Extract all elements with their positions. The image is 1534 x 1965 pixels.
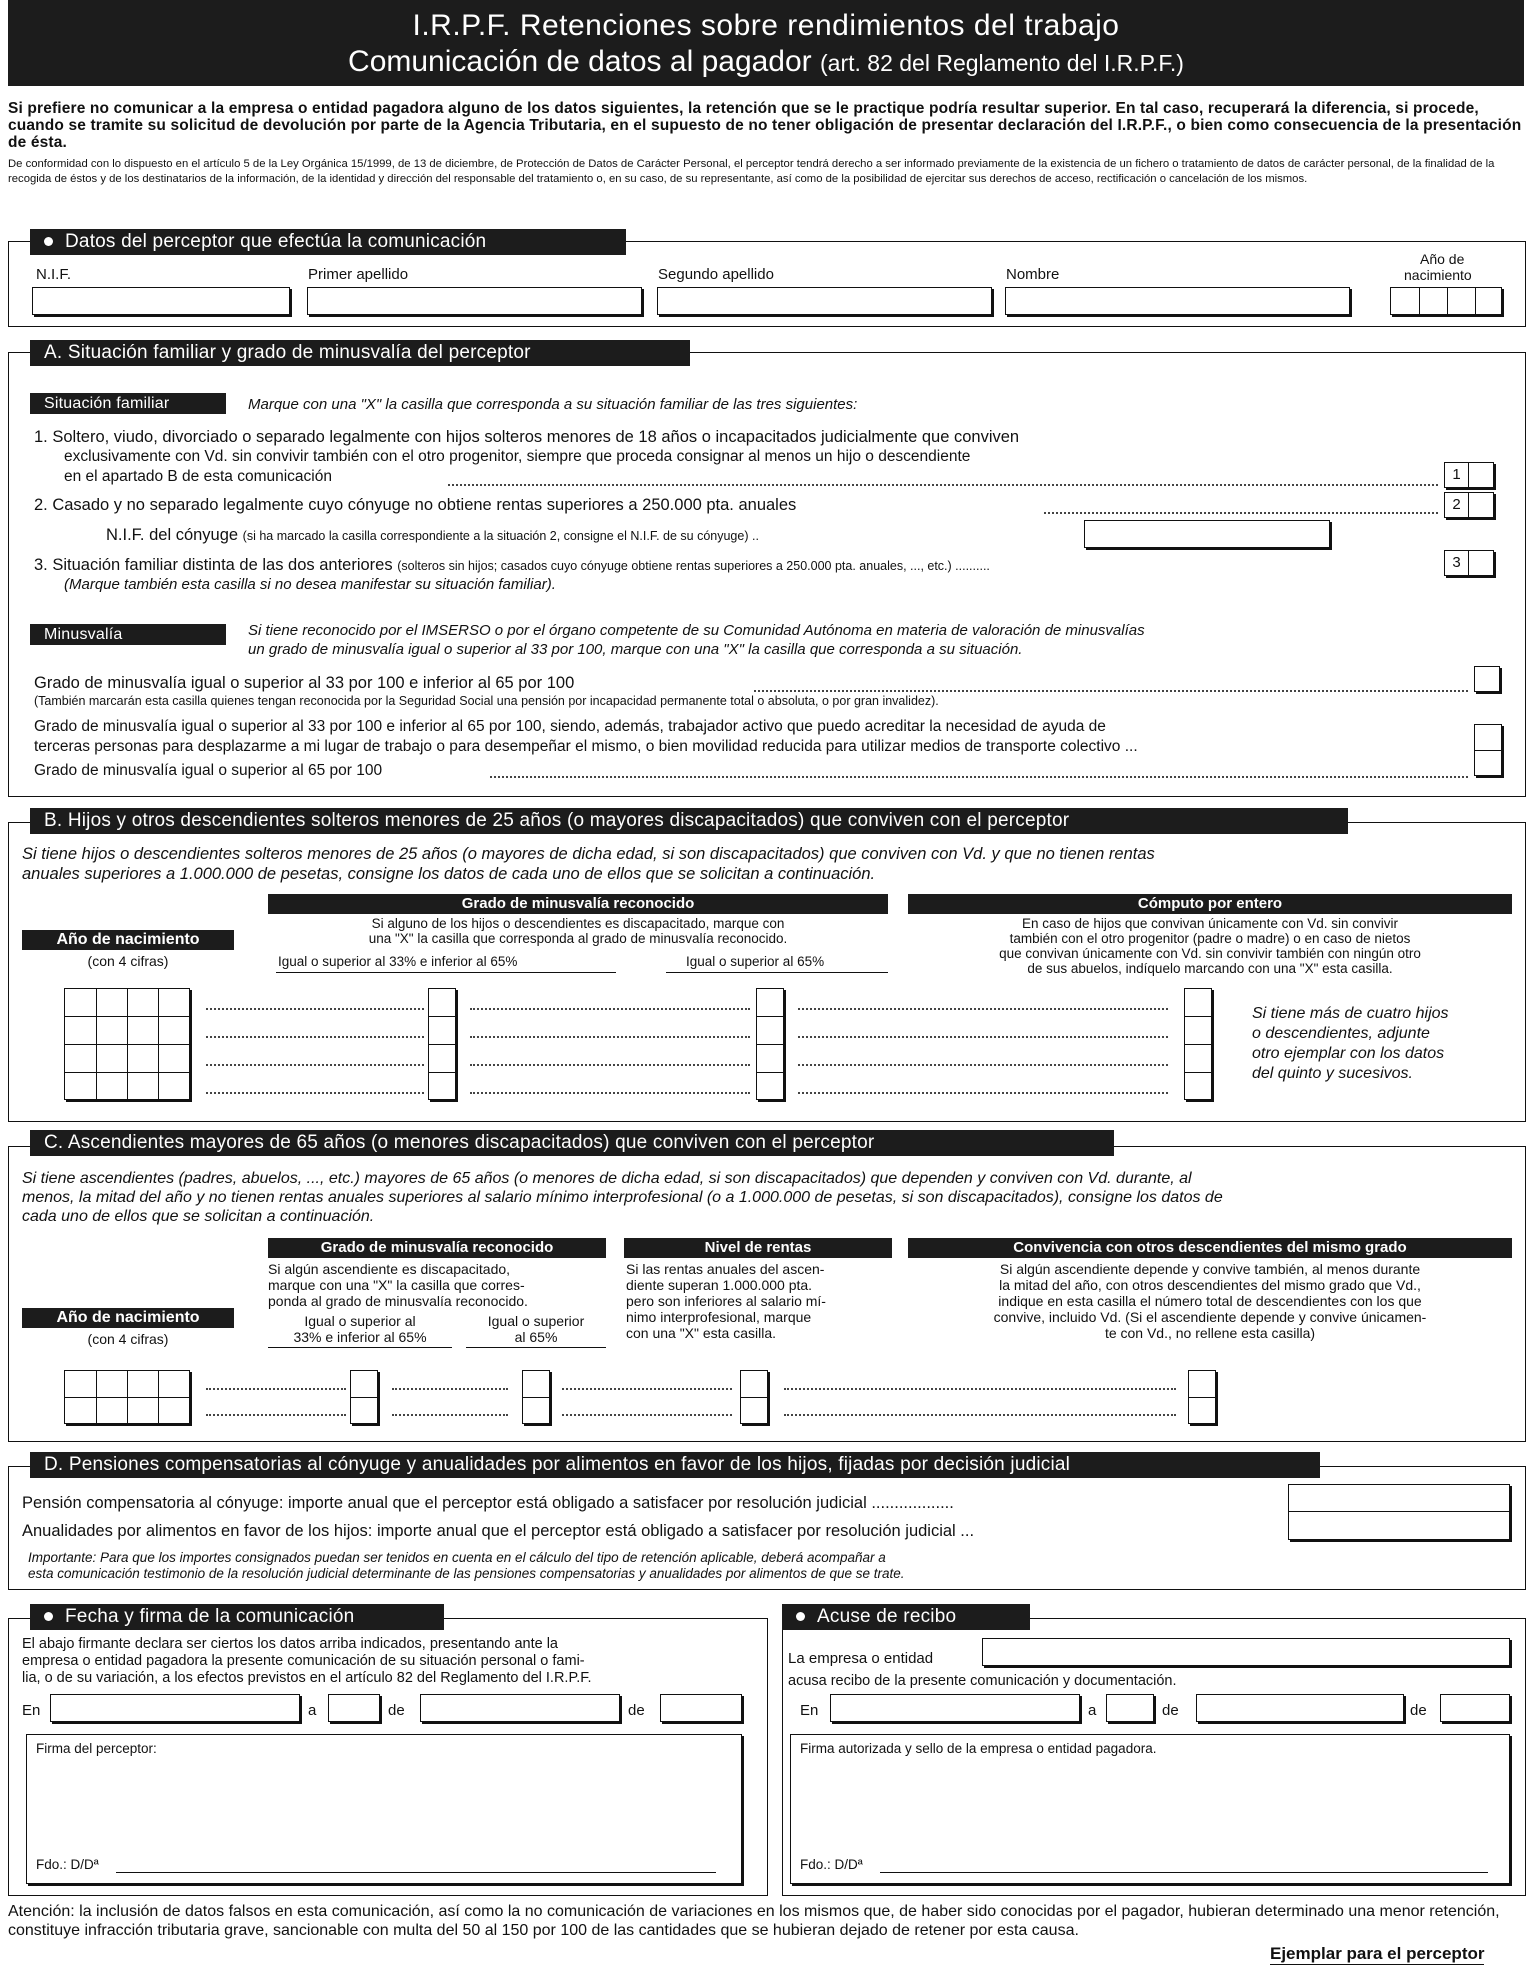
acuse-fdo-line [880, 1872, 1488, 1873]
grado2-line1: Grado de minusvalía igual o superior al 33 por 100 e inferior al 65 por 100, siendo, además, trabajador activo que puedo acreditar la necesidad de ayuda de [34, 718, 1106, 735]
secC-dots-b2 [392, 1414, 508, 1416]
secB-more-2: o descendientes, adjunte [1252, 1025, 1430, 1042]
nif-conyuge-field[interactable] [1084, 520, 1330, 548]
acuse-de-label-1: de [1162, 1702, 1179, 1719]
secC-nivel-4: nimo interprofesional, marque [626, 1309, 812, 1325]
acuse-empresa-field[interactable] [982, 1638, 1510, 1666]
secC-instr-2: menos, la mitad del año y no tienen rentas anuales superiores al salario mínimo interprofesional (o a 1.000.000 de pesetas, si son discapacitados), consigne los datos de [22, 1189, 1223, 1206]
form-header [8, 0, 1524, 86]
secC-col1-underline [268, 1347, 452, 1348]
acuse-text: acusa recibo de la presente comunicación y documentación. [788, 1673, 1177, 1689]
secB-dots-b4 [470, 1092, 750, 1094]
secB-col2-underline [666, 972, 888, 973]
secC-grado-1: Si algún ascendiente es discapacitado, [268, 1261, 511, 1277]
secB-computo-boxes[interactable] [1184, 988, 1212, 1100]
acuse-mes-field[interactable] [1196, 1694, 1404, 1722]
firma-decl-1: El abajo firmante declara ser ciertos los datos arriba indicados, presentando ante la [22, 1636, 558, 1652]
minusvalia-instr-1: Si tiene reconocido por el IMSERSO o por el órgano competente de su Comunidad Autónoma en materia de valoración de minusvalías [248, 622, 1145, 639]
secC-dots-a1 [206, 1388, 346, 1390]
acuse-dia-field[interactable] [1106, 1694, 1154, 1722]
secC-col1-2: 33% e inferior al 65% [293, 1329, 427, 1345]
grado1-checkbox[interactable] [1474, 666, 1500, 692]
secB-anio-label: Año de nacimiento [22, 930, 234, 950]
secC-nivel-5: con una "X" esta casilla. [626, 1325, 777, 1341]
secC-conv-5: te con Vd., no rellene esta casilla) [1104, 1325, 1316, 1341]
nombre-field[interactable] [1005, 287, 1350, 315]
firma-lugar-field[interactable] [50, 1694, 300, 1722]
minusvalia-instr-2: un grado de minusvalía igual o superior al 33 por 100, marque con una "X" la casilla que corresponda a su situación. [248, 641, 1023, 658]
grado1-dots [754, 690, 1468, 692]
opt3-line2: (Marque también esta casilla si no desea manifestar su situación familiar). [64, 576, 556, 593]
secB-computo-4: de sus abuelos, indíquelo marcando con una "X" esta casilla. [1027, 961, 1393, 976]
importante-2: esta comunicación testimonio de la resolución judicial determinante de las pensiones compensatorias y anualidades por alimentos de que se trate. [28, 1566, 905, 1581]
firma-decl-3: lia, o de su variación, a los efectos previstos en el artículo 82 del Reglamento del I.R.P.F. [22, 1670, 592, 1686]
grado1-note: (También marcarán esta casilla quienes tengan reconocida por la Seguridad Social una pensión por incapacidad permanente total o absoluta, o por gran invalidez). [34, 694, 939, 708]
grado2-3-checkboxes[interactable] [1474, 724, 1502, 776]
anio-label-1: Año de [1420, 251, 1465, 267]
firma-dia-field[interactable] [328, 1694, 380, 1722]
grado2-line2: terceras personas para desplazarme a mi lugar de trabajo o para desempeñar el mismo, o bien movilidad reducida para utilizar medios de transporte colectivo ... [34, 738, 1138, 755]
bullet-icon [796, 1612, 805, 1621]
secC-grado-2: marque con una "X" la casilla que corres- [268, 1277, 525, 1293]
acuse-title: Acuse de recibo [782, 1604, 1030, 1630]
secC-dots-a2 [206, 1414, 346, 1416]
situacion-box-2[interactable]: 2 [1444, 492, 1494, 518]
secB-computo-1: En caso de hijos que convivan únicamente con Vd. sin convivir [1022, 916, 1398, 931]
secB-grado-title: Grado de minusvalía reconocido [268, 894, 888, 914]
form-title: I.R.P.F. Retenciones sobre rendimientos del trabajo [412, 9, 1120, 42]
acuse-lugar-field[interactable] [830, 1694, 1080, 1722]
secB-more-1: Si tiene más de cuatro hijos [1252, 1005, 1449, 1022]
secC-conv-3: indique en esta casilla el número total de descendientes con los que [998, 1293, 1422, 1309]
secB-grado2-boxes[interactable] [756, 988, 784, 1100]
firma-mes-field[interactable] [420, 1694, 620, 1722]
secC-dots-c2 [562, 1414, 732, 1416]
secC-dots-d1 [784, 1388, 1176, 1390]
secC-nivel-3: pero son inferiores al salario mí- [626, 1293, 826, 1309]
anio-nacimiento-field[interactable] [1390, 287, 1502, 315]
apellido2-label: Segundo apellido [658, 266, 774, 283]
secB-instr-2: anuales superiores a 1.000.000 de pesetas, consigne los datos de cada uno de ellos que se solicitan a continuación. [22, 865, 876, 883]
firma-a-label: a [308, 1702, 317, 1719]
secB-dots-a4 [206, 1092, 424, 1094]
firma-perceptor-box[interactable] [26, 1734, 742, 1884]
anualidades-label: Anualidades por alimentos en favor de los hijos: importe anual que el perceptor está obligado a satisfacer por resolución judicial ... [22, 1522, 975, 1540]
firma-fdo-label: Fdo.: D/Dª [36, 1857, 99, 1872]
secB-dots-b2 [470, 1036, 750, 1038]
firma-perceptor-label: Firma del perceptor: [36, 1741, 157, 1756]
acuse-anio-field[interactable] [1440, 1694, 1510, 1722]
situacion-label: Situación familiar [30, 393, 226, 414]
firma-anio-field[interactable] [660, 1694, 742, 1722]
perceptor-title: Datos del perceptor que efectúa la comunicación [30, 229, 626, 255]
secC-col2-underline [466, 1347, 606, 1348]
secC-anio-label: Año de nacimiento [22, 1308, 234, 1328]
opt1-line2: exclusivamente con Vd. sin convivir también con el otro progenitor, siempre que proceda consignar al menos un hijo o descendiente [64, 448, 971, 465]
secC-nivel-2: diente superan 1.000.000 pta. [626, 1277, 813, 1293]
secC-grado-title: Grado de minusvalía reconocido [268, 1238, 606, 1258]
opt2-line: 2. Casado y no separado legalmente cuyo cónyuge no obtiene rentas superiores a 250.000 pta. anuales [34, 496, 797, 514]
secC-col1-1: Igual o superior al [304, 1313, 416, 1329]
apellido1-field[interactable] [307, 287, 642, 315]
anio-label-2: nacimiento [1404, 267, 1472, 283]
secB-col2: Igual o superior al 65% [686, 954, 825, 969]
grado1-label: Grado de minusvalía igual o superior al 33 por 100 e inferior al 65 por 100 [34, 674, 575, 692]
section-c-title: C. Ascendientes mayores de 65 años (o menores discapacitados) que conviven con el perceptor [30, 1130, 1114, 1156]
acuse-a-label: a [1088, 1702, 1097, 1719]
secB-more-4: del quinto y sucesivos. [1252, 1065, 1413, 1082]
secB-col1: Igual o superior al 33% e inferior al 65% [278, 954, 518, 969]
secB-dots-c1 [798, 1008, 1168, 1010]
opt3-line: 3. Situación familiar distinta de las dos anteriores (solteros sin hijos; casados cuyo cónyuge obtiene rentas superiores a 250.000 pta. anuales, ..., etc.) .......... [34, 556, 990, 574]
secC-anio-grid[interactable] [64, 1370, 190, 1424]
secB-computo-3: que convivan únicamente con Vd. sin convivir también con ningún otro [999, 946, 1421, 961]
secB-computo-title: Cómputo por entero [908, 894, 1512, 914]
firma-de-label-1: de [388, 1702, 405, 1719]
secB-dots-a3 [206, 1064, 424, 1066]
secB-col1-underline [276, 972, 616, 973]
section-d-title: D. Pensiones compensatorias al cónyuge y anualidades por alimentos en favor de los hijos, fijadas por decisión judicial [30, 1452, 1320, 1478]
opt1-dots [448, 484, 1438, 486]
secC-dots-d2 [784, 1414, 1176, 1416]
secB-dots-a2 [206, 1036, 424, 1038]
acuse-firma-label: Firma autorizada y sello de la empresa o entidad pagadora. [800, 1741, 1157, 1756]
bullet-icon [44, 237, 53, 246]
acuse-firma-box[interactable] [790, 1734, 1510, 1884]
intro-text: Si prefiere no comunicar a la empresa o entidad pagadora alguno de los datos siguientes, la retención que se le practique podría resultar superior. En tal caso, recuperará la diferencia, si procede, cuando se tramite su solicitud de devolución por parte de la Agencia Tributaria, en el supuesto de no tener obligación de presentar declaración del I.R.P.F., o bien como consecuencia de la presentación de ésta. [8, 100, 1522, 151]
secC-grado1-boxes[interactable] [350, 1370, 378, 1424]
secB-dots-c3 [798, 1064, 1168, 1066]
secC-conv-title: Convivencia con otros descendientes del mismo grado [908, 1238, 1512, 1258]
secB-dots-c2 [798, 1036, 1168, 1038]
secC-grado-3: ponda al grado de minusvalía reconocido. [268, 1293, 528, 1309]
secC-grado2-boxes[interactable] [522, 1370, 550, 1424]
secC-dots-c1 [562, 1388, 732, 1390]
importes-fields[interactable] [1288, 1484, 1510, 1540]
situacion-box-1[interactable]: 1 [1444, 462, 1494, 488]
situacion-box-3[interactable]: 3 [1444, 550, 1494, 576]
legal-notice: De conformidad con lo dispuesto en el artículo 5 de la Ley Orgánica 15/1999, de 13 de diciembre, de Protección de Datos de Carácter Personal, el perceptor tendrá derecho a ser informado previamente de la existencia de un fichero o tratamiento de datos de carácter personal, de la finalidad de la recogida de éstos y de los destinatarios de la información, de la identidad y dirección del responsable del tratamiento o, en su caso, de su representante, así como de la posibilidad de ejercitar sus derechos de acceso, rectificación o cancelación de los mismos. [8, 158, 1495, 185]
secC-cifras-label: (con 4 cifras) [87, 1331, 169, 1347]
opt1-line3: en el apartado B de esta comunicación [64, 468, 332, 485]
form-subtitle: Comunicación de datos al pagador (art. 82 del Reglamento del I.R.P.F.) [348, 45, 1184, 78]
apellido1-label: Primer apellido [308, 266, 409, 283]
pension-label: Pensión compensatoria al cónyuge: importe anual que el perceptor está obligado a satisfacer por resolución judicial .................. [22, 1494, 954, 1512]
nif-conyuge-label: N.I.F. del cónyuge (si ha marcado la casilla correspondiente a la situación 2, consigne el N.I.F. de su cónyuge) .. [106, 526, 759, 544]
secB-dots-b3 [470, 1064, 750, 1066]
secB-dots-c4 [798, 1092, 1168, 1094]
minusvalia-label: Minusvalía [30, 624, 226, 645]
situacion-instr: Marque con una "X" la casilla que corresponda a su situación familiar de las tres siguientes: [248, 396, 858, 413]
grado3-dots [490, 776, 1468, 778]
apellido2-field[interactable] [657, 287, 992, 315]
acuse-de-label-2: de [1410, 1702, 1427, 1719]
nif-field[interactable] [32, 287, 290, 315]
nombre-label: Nombre [1006, 266, 1060, 283]
firma-en-label: En [22, 1702, 41, 1719]
firma-decl-2: empresa o entidad pagadora la presente comunicación de su situación personal o fami- [22, 1653, 585, 1669]
atencion-text: Atención: la inclusión de datos falsos en esta comunicación, así como la no comunicación de variaciones en los mismos que, de haber sido conocidas por el pagador, hubieran determinado una menor retención, constituye infracción tributaria grave, sancionable con multa del 50 al 150 por 100 de las cantidades que se hubieran dejado de retener por esta causa. [8, 1903, 1500, 1939]
importante-1: Importante: Para que los importes consignados puedan ser tenidos en cuenta en el cálculo del tipo de retención aplicable, deberá acompañar a [28, 1550, 886, 1565]
grado3-label: Grado de minusvalía igual o superior al 65 por 100 [34, 762, 383, 779]
secB-cifras-label: (con 4 cifras) [87, 953, 169, 969]
secC-col2-1: Igual o superior [487, 1313, 585, 1329]
secB-instr-1: Si tiene hijos o descendientes solteros menores de 25 años (o mayores de dicha edad, si son discapacitados) que conviven con Vd. y que no tienen rentas [22, 845, 1155, 863]
secC-conv-boxes[interactable] [1188, 1370, 1216, 1424]
acuse-en-label: En [800, 1702, 819, 1719]
section-b-title: B. Hijos y otros descendientes solteros menores de 25 años (o mayores discapacitados) que conviven con el perceptor [30, 808, 1348, 834]
secB-anio-grid[interactable] [64, 988, 190, 1100]
bullet-icon [44, 1612, 53, 1621]
secC-nivel-boxes[interactable] [740, 1370, 768, 1424]
secC-conv-2: la mitad del año, con otros descendientes del mismo grado que Vd., [999, 1277, 1421, 1293]
firma-fdo-line [116, 1872, 716, 1873]
ejemplar-label: Ejemplar para el perceptor [1270, 1944, 1485, 1963]
secC-instr-3: cada uno de ellos que se solicitan a continuación. [22, 1208, 375, 1225]
nif-label: N.I.F. [36, 266, 72, 283]
acuse-fdo-label: Fdo.: D/Dª [800, 1857, 863, 1872]
secC-dots-b1 [392, 1388, 508, 1390]
secC-instr-1: Si tiene ascendientes (padres, abuelos, ..., etc.) mayores de 65 años (o menores de dicha edad, si son discapacitados) que dependen y conviven con Vd. durante, al [22, 1170, 1192, 1187]
acuse-empresa-label: La empresa o entidad [788, 1650, 934, 1667]
opt1-line1: 1. Soltero, viudo, divorciado o separado legalmente con hijos solteros menores de 18 años o incapacitados judicialmente que conviven [34, 428, 1020, 446]
secB-more-3: otro ejemplar con los datos [1252, 1045, 1445, 1062]
firma-de-label-2: de [628, 1702, 645, 1719]
secC-conv-1: Si algún ascendiente depende y convive también, al menos durante [999, 1261, 1421, 1277]
secB-dots-a1 [206, 1008, 424, 1010]
secC-nivel-1: Si las rentas anuales del ascen- [626, 1261, 825, 1277]
section-a-title: A. Situación familiar y grado de minusvalía del perceptor [30, 340, 690, 366]
secC-col2-2: al 65% [514, 1329, 558, 1345]
secB-grado-text-2: una "X" la casilla que corresponda al grado de minusvalía reconocido. [368, 931, 788, 946]
opt2-dots [1044, 512, 1438, 514]
secC-conv-4: convive, incluido Vd. (Si el ascendiente depende y convive únicamen- [993, 1309, 1427, 1325]
secC-nivel-title: Nivel de rentas [624, 1238, 892, 1258]
secB-computo-2: también con el otro progenitor (padre o madre) o en caso de nietos [1009, 931, 1411, 946]
secB-grado-text-1: Si alguno de los hijos o descendientes es discapacitado, marque con [371, 916, 785, 931]
firma-title: Fecha y firma de la comunicación [30, 1604, 444, 1630]
secB-dots-b1 [470, 1008, 750, 1010]
secB-grado1-boxes[interactable] [428, 988, 456, 1100]
